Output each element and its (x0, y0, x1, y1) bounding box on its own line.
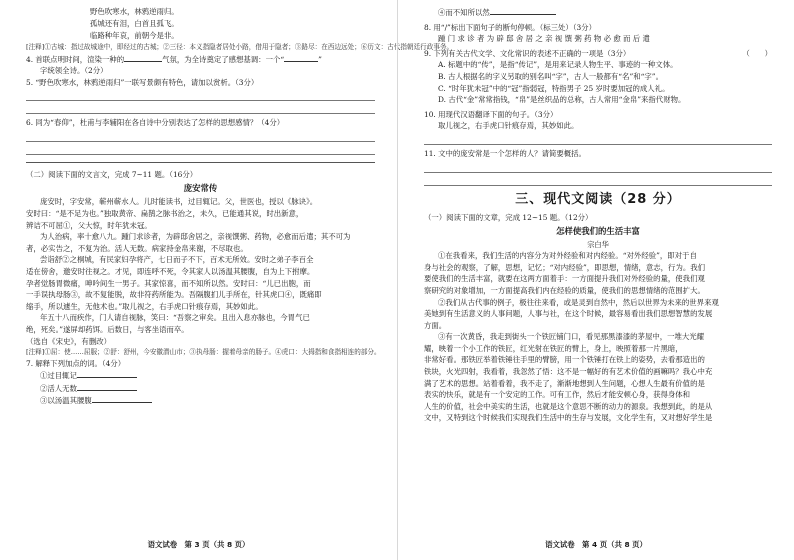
answer-line[interactable] (424, 175, 772, 186)
poem-line: 野色吹寒水，林鸦逆雨归。 (90, 7, 179, 16)
q7-item: ③以汤温其腰腹 (26, 394, 375, 407)
part3-heading: （一）阅读下面的文章，完成 12~15 题。（12分） (424, 212, 593, 222)
classical-para: 缩手，所以遽生，无他术也。”取儿视之，右手虎口针痕存焉，其妙如此。 (26, 301, 263, 311)
question-5: 5. “野色吹寒水，林鸦逆雨归”一联写景颇有特色，请加以赏析。（3分） (26, 77, 259, 87)
q9-option[interactable]: B. 古人根据名的字义另取的别名叫“字”，古人一般都有“名”和“字”。 (438, 71, 663, 81)
modern-para: 满了艺术的思想。站着看着，我不走了，渐渐地想到人生问题，心想人生最有价值的是 (424, 378, 705, 388)
modern-para: 方面。 (424, 320, 447, 330)
answer-blank[interactable] (124, 53, 162, 62)
poem-note: [注释]①古城：指过故城途中，即经过的古城；②三径：本义指隐者居处小路，借用于隐者；③路尽：在西边远处；⑥历文：古代指朝廷行政事务。 (26, 43, 454, 51)
answer-line[interactable] (26, 131, 375, 142)
modern-para: 美她到有生活意义的人事问题，人事与社，在这个时候，最容易看出我们思想智慧的发展 (424, 309, 713, 319)
q10-sentence: 取儿视之，右手虎口针痕存焉，其妙如此。 (438, 121, 579, 131)
source-note: （选自《宋史》，有删改） (26, 336, 111, 346)
modern-para: 铁块，火光四射，我看着，我忽然了悟：这不是一幅好的有艺术价值的画嘛吗？我心中充 (424, 367, 713, 377)
question-4: 4. 首联点明时间，渲染一种的 气氛，为全诗奠定了感想基调：一个“ ” (26, 54, 322, 64)
question-4-cont: 字统领全诗。（2分） (40, 66, 108, 76)
modern-para: 耀，映着一个小工作的铁匠，红光射在铁匠的臂上，身上，映照着那一片黑暗， (424, 343, 683, 353)
modern-para: 人生的价值，社会中美实的生活，也就是这个意思不断的动力的源泉。我想到此，的是从 (424, 401, 713, 411)
classical-para: 一手误执母肠③，故不复能脱，故非符药所能为。吾隔腹扪儿手所在，针其虎口④，既痛即 (26, 290, 322, 300)
page-footer: 语文试卷 第 3 页（共 8 页） (147, 540, 250, 549)
answer-blank[interactable] (92, 394, 152, 403)
classical-para: 孕者觉肠胃微痛，呻吟间生一男子。其家惊喜，而不知所以然。安时曰：“儿已出胞，而 (26, 278, 311, 288)
modern-para: ③有一次黄昏，我走到街头一个铁匠铺门口，看见那黑漆漆的茅屋中，一堆大光耀 (438, 332, 705, 342)
q7-item: ④而不知所以然 (424, 6, 772, 19)
modern-para: 要使我们的生活丰富，就要在这两方面着手：一方面提升我们对外经验的量，使我们观 (424, 274, 705, 284)
answer-line[interactable] (26, 144, 375, 155)
answer-blank[interactable] (284, 53, 318, 62)
modern-para: ①在我看来，我们生活的内容分为对外经验和对内经验。“对外经验”，即对于自 (438, 251, 697, 261)
q9-option[interactable]: A. 标题中的“传”，是指“传记”，是用来记录人物生平、事迹的一种文体。 (438, 60, 678, 70)
classical-para: 适在傍舍，邀安时往视之。才见，即连呼不死，令其家人以汤温其腰腹，自为上下拊摩。 (26, 267, 315, 277)
q7-item: ①过目辄记 (26, 369, 375, 382)
modern-para: 表实的快乐，就是有一个安定的工作。可有工作，然后才能安顿心身，获得身体和 (424, 390, 691, 400)
classical-para: 安时曰：“是不足为也。”独取黄帝、扁鹊之脉书治之，未久，已能通其说，时出新意， (26, 209, 304, 219)
answer-blank[interactable] (77, 369, 137, 378)
modern-para: 非常好看。那铁匠举着铁锤往手里的臂膀，用一个铁锤打在铁上的姿势，去看那造出的 (424, 355, 705, 365)
poem-line: 孤城还有泪，白首且孤飞。 (90, 19, 179, 28)
modern-title: 怎样使我们的生活丰富 (556, 226, 640, 237)
classical-note: [注释]①屈：使……屈服；②舒：舒州，今安徽潜山市；③执母肠：握着母亲的肠子。④虎口：大拇指和食指相连的部分。 (26, 348, 381, 357)
page-4 (397, 0, 794, 560)
modern-author: 宗白华 (587, 240, 609, 250)
modern-para: 文中，又特到这个时候我们实现我们生活中的生存与发展，文化学生有，又对想好学生是 (424, 413, 713, 423)
classical-para: 者，必实告之，不复为治。活人无数。病家持金帛来谢，不尽取也。 (26, 243, 248, 253)
q8-sentence: 踵 门 求 诊 者 为 辟 邸 舍 居 之 亲 视 馔 粥 药 物 必 愈 而 后 遣 (438, 34, 650, 44)
modern-para: 察研究的对象增加，一方面提高我们内在经验的质量，使我们的思想情绪的范围扩大。 (424, 285, 705, 295)
answer-paren[interactable]: （ ） (742, 48, 772, 58)
q9-option[interactable]: C. “时年犹未冠”中的“冠”指弱冠，特指男子 25 岁时要加冠的成人礼。 (438, 83, 670, 93)
section-heading: 三、现代文阅读（28 分） (515, 191, 681, 207)
classical-para: 庞安时，字安常，蕲州蕲水人。儿时能读书，过目辄记。父，世医也，授以《脉诀》。 (40, 197, 318, 207)
question-6: 6. 同为“春仰”，杜甫与李辅阳在各自诗中分别表达了怎样的思想感情？（4分） (26, 118, 285, 128)
part2-heading: （二）阅读下面的文言文，完成 7~11 题。（16分） (26, 169, 198, 179)
q9-option[interactable]: D. 古代“金”常常指钱，“帛”是丝织品的总称，古人常用“金帛”来指代财物。 (438, 95, 686, 105)
divider (26, 162, 375, 163)
question-8: 8. 用“/”标出下面句子的断句停顿。（标三处）（3分） (424, 22, 596, 32)
answer-line[interactable] (26, 90, 375, 101)
poem-line: 临路种年哀，前朝今是非。 (90, 31, 179, 40)
answer-line[interactable] (424, 162, 772, 173)
question-10: 10. 用现代汉语翻译下面的句子。（3分） (424, 109, 558, 119)
classical-para: 尝诣舒②之桐城，有民家妇孕将产，七日而子不下，百术无所效。安时之弟子李百全 (40, 255, 314, 265)
modern-para: 身与社会的观察，了解，思想，记忆；“对内经验”，即思想，情绪，意志，行为。我们 (424, 262, 706, 272)
classical-para: 绝，死矣。”遂屏却药饵。后数日，与客坐语而卒。 (26, 325, 189, 334)
answer-blank[interactable] (77, 382, 137, 391)
question-11: 11. 文中的庞安常是一个怎样的人？请简要概括。 (424, 148, 586, 158)
question-7: 7. 解释下列加点的词。（4分） (26, 358, 126, 368)
classical-para: 为人治病，率十愈八九。踵门求诊者，为辟邸舍居之，亲视馔粥、药物，必愈而后遣；其不可为 (40, 232, 351, 242)
page-footer: 语文试卷 第 4 页（共 8 页） (545, 540, 647, 549)
answer-line[interactable] (26, 103, 375, 114)
classical-para: 年五十八而疾作，门人请自视脉，笑曰：“吾察之审矣。且出入息亦脉也，今胃气已 (40, 313, 310, 323)
q7-item: ②活人无数 (26, 382, 375, 395)
answer-line[interactable] (424, 134, 772, 145)
classical-title: 庞安常传 (183, 183, 218, 194)
classical-para: 辨诘不可屈①，父大惊，时年犹未冠。 (26, 220, 152, 230)
modern-para: ②我们从古代事的例子，极往往来看，或是灵到自然中，然后以世界为未来的世界来观 (438, 297, 719, 307)
answer-blank[interactable] (490, 6, 556, 15)
question-9: 9. 下列有关古代文学、文化常识的表述不正确的一项是（3分） （ ） (424, 48, 772, 58)
